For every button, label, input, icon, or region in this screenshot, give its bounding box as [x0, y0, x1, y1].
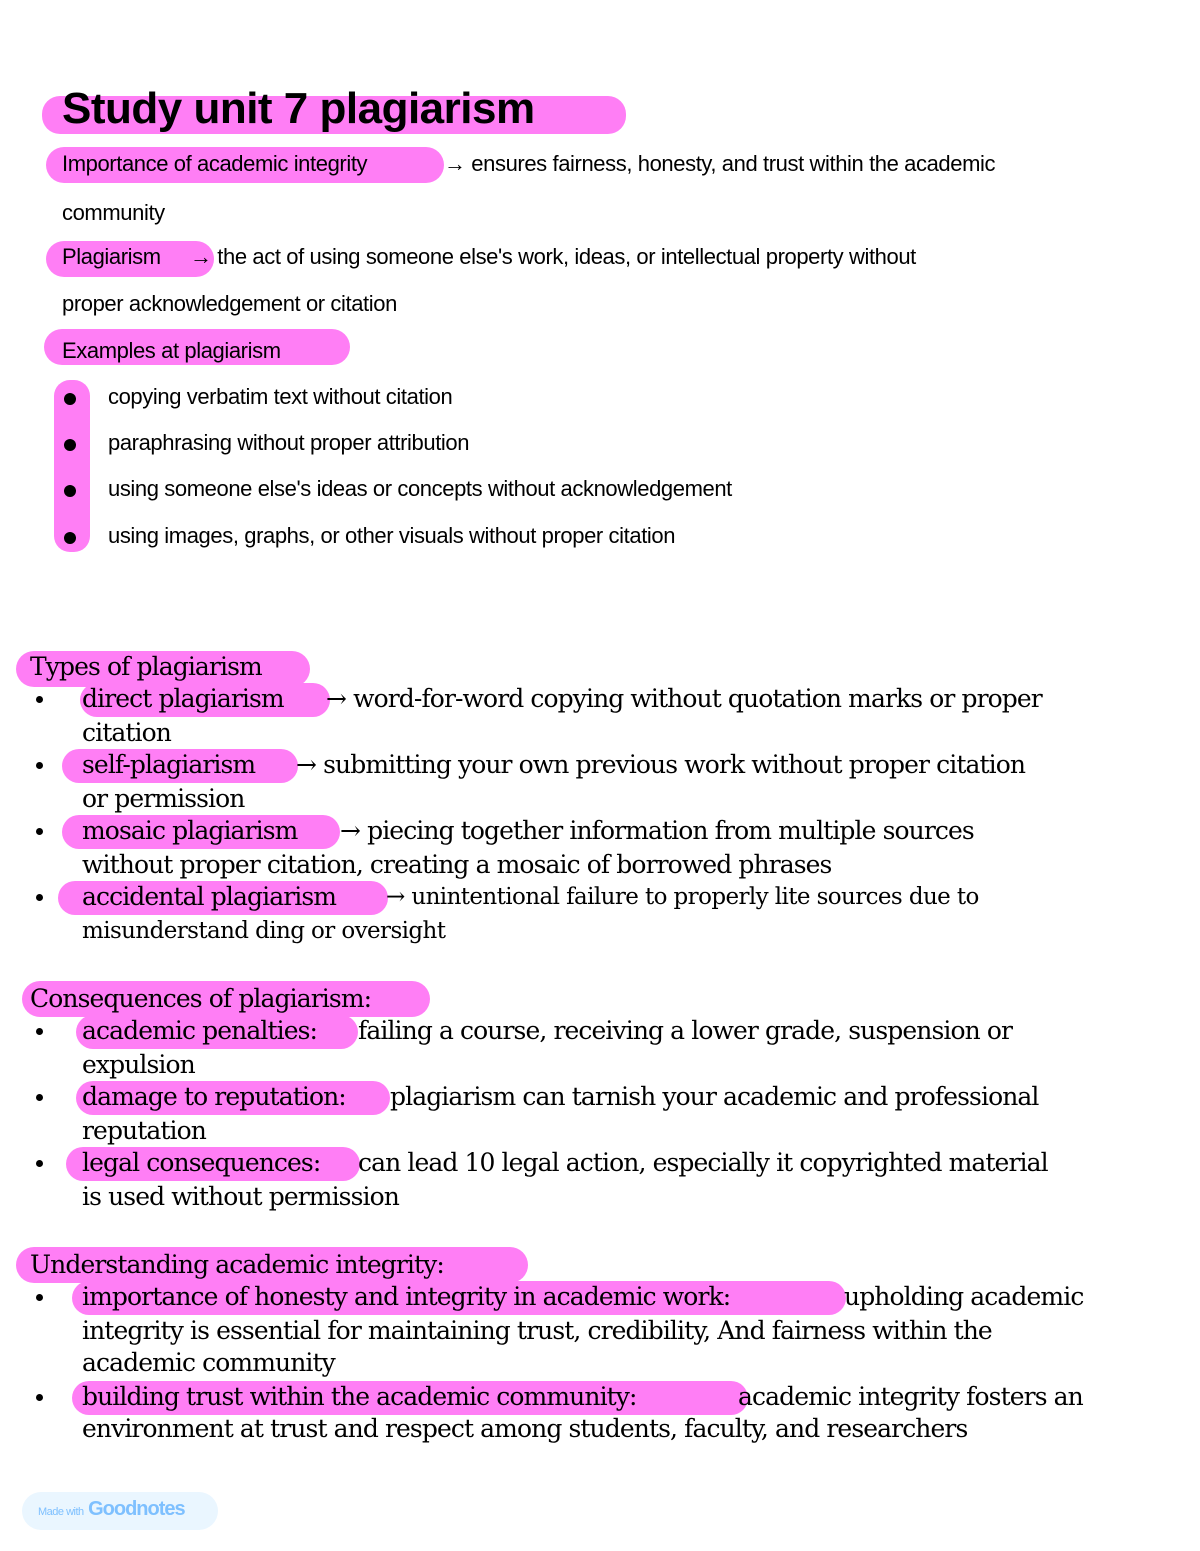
- understanding-label: importance of honesty and integrity in academic work:: [82, 1282, 731, 1311]
- watermark-prefix: Made with: [38, 1506, 84, 1518]
- bullet-dot: [36, 1160, 43, 1167]
- understanding-text-line2: environment at trust and respect among students, faculty, and researchers: [82, 1414, 968, 1443]
- type-label: accidental plagiarism: [82, 882, 337, 911]
- integrity-text-line1: → ensures fairness, honesty, and trust within the academic: [444, 151, 996, 176]
- consequence-text-line1: plagiarism can tarnish your academic and professional: [390, 1082, 1039, 1111]
- understanding-text-line1: upholding academic: [844, 1282, 1084, 1311]
- type-text-line2: or permission: [82, 784, 245, 813]
- page-title: Study unit 7 plagiarism: [62, 84, 535, 133]
- bullet-dot: [36, 762, 43, 769]
- bullet-dot: [36, 1394, 43, 1401]
- understanding-text-line3: academic community: [82, 1348, 335, 1377]
- bullet-dot: [36, 1094, 43, 1101]
- watermark-brand: Goodnotes: [88, 1498, 185, 1520]
- type-label: self-plagiarism: [82, 750, 256, 779]
- consequence-label: damage to reputation:: [82, 1082, 346, 1111]
- consequence-label: academic penalties:: [82, 1016, 318, 1045]
- bullet-dot: [36, 1028, 43, 1035]
- type-text-line2: misunderstand ding or oversight: [82, 918, 446, 944]
- type-text-line2: citation: [82, 718, 171, 747]
- consequence-text-line1: can lead 10 legal action, especially it copyrighted material: [358, 1148, 1048, 1177]
- bullet-dot: [36, 1294, 43, 1301]
- plagiarism-text-line2: proper acknowledgement or citation: [62, 291, 397, 316]
- understanding-text-line2: integrity is essential for maintaining trust, credibility, And fairness within the: [82, 1316, 992, 1345]
- type-text-line2: without proper citation, creating a mosaic of borrowed phrases: [82, 850, 832, 879]
- bullet-dot: [64, 532, 76, 544]
- type-text-line1: → piecing together information from multiple sources: [340, 816, 974, 845]
- consequences-heading: Consequences of plagiarism:: [30, 984, 372, 1013]
- example-item: using images, graphs, or other visuals without proper citation: [108, 523, 676, 548]
- type-text-line1: → word-for-word copying without quotation marks or proper: [326, 684, 1042, 713]
- example-item: using someone else's ideas or concepts without acknowledgement: [108, 476, 732, 501]
- bullet-dot: [64, 393, 76, 405]
- bullet-dot: [64, 485, 76, 497]
- integrity-text-line2: community: [62, 200, 165, 225]
- consequence-label: legal consequences:: [82, 1148, 321, 1177]
- type-label: mosaic plagiarism: [82, 816, 298, 845]
- type-text-line1: → unintentional failure to properly lite sources due to: [386, 884, 979, 910]
- understanding-label: building trust within the academic community:: [82, 1382, 637, 1411]
- plagiarism-text-line1: → the act of using someone else's work, ideas, or intellectual property without: [190, 244, 916, 269]
- integrity-label: Importance of academic integrity: [62, 151, 368, 176]
- bullet-dot: [64, 439, 76, 451]
- example-item: paraphrasing without proper attribution: [108, 430, 470, 455]
- understanding-text-line1: academic integrity fosters an: [738, 1382, 1083, 1411]
- watermark-text: [38, 1498, 185, 1521]
- consequence-text-line2: is used without permission: [82, 1182, 399, 1211]
- consequence-text-line1: failing a course, receiving a lower grade, suspension or: [358, 1016, 1013, 1045]
- bullet-dot: [36, 828, 43, 835]
- example-item: copying verbatim text without citation: [108, 384, 453, 409]
- understanding-heading: Understanding academic integrity:: [30, 1250, 444, 1279]
- type-text-line1: → submitting your own previous work without proper citation: [296, 750, 1026, 779]
- types-heading: Types of plagiarism: [30, 652, 262, 681]
- plagiarism-label: Plagiarism: [62, 244, 161, 269]
- bullet-dot: [36, 696, 43, 703]
- consequence-text-line2: reputation: [82, 1116, 206, 1145]
- bullets-highlight: [54, 380, 90, 552]
- examples-label: Examples at plagiarism: [62, 338, 281, 363]
- consequence-text-line2: expulsion: [82, 1050, 195, 1079]
- type-label: direct plagiarism: [82, 684, 284, 713]
- bullet-dot: [36, 894, 43, 901]
